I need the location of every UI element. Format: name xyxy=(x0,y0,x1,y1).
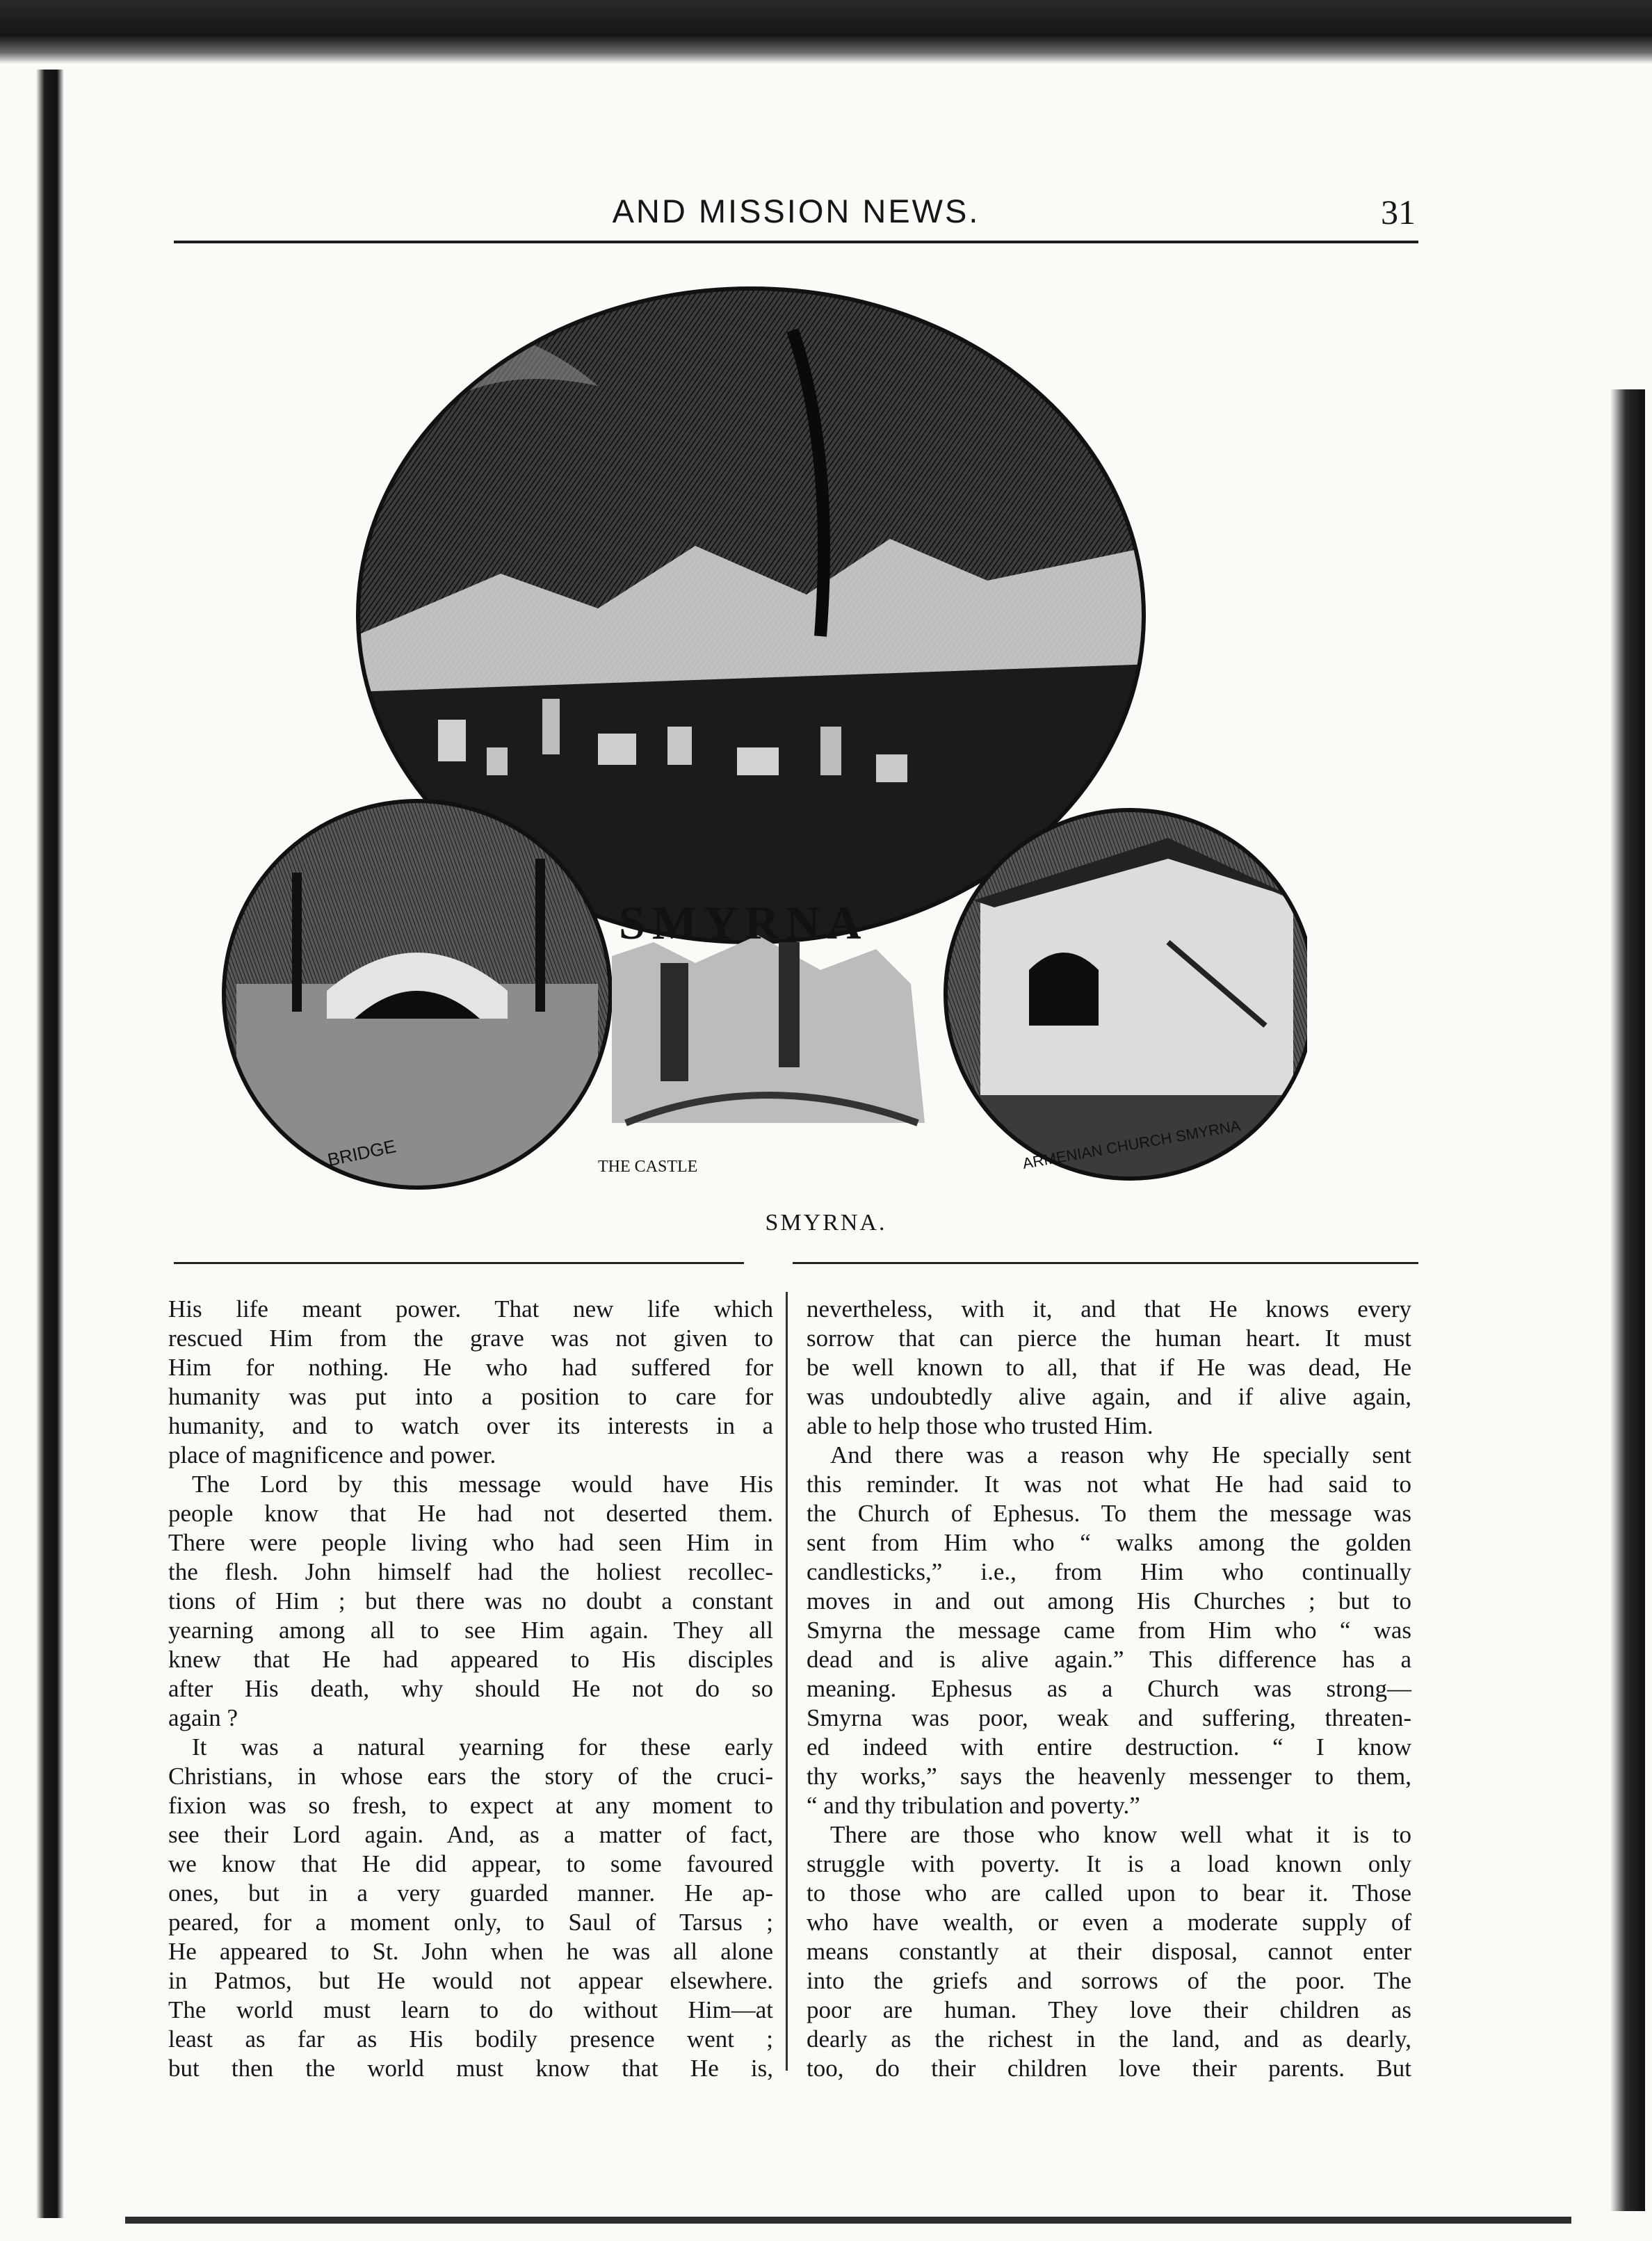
text-line: too, do their children love their parents. But xyxy=(807,2055,1411,2082)
text-line: we know that He did appear, to some favoured xyxy=(168,1850,773,1877)
text-line: least as far as His bodily presence went ; xyxy=(168,2025,773,2053)
running-head xyxy=(174,186,1418,235)
text-line: His life meant power. That new life which xyxy=(168,1295,773,1322)
text-line: nevertheless, with it, and that He knows every xyxy=(807,1295,1411,1322)
scan-bottom-edge xyxy=(125,2217,1571,2224)
text-line: humanity, and to watch over its interests in a xyxy=(168,1412,773,1439)
text-line: thy works,” says the heavenly messenger to them, xyxy=(807,1763,1411,1790)
text-line: It was a natural yearning for these early xyxy=(192,1733,773,1761)
text-line: but then the world must know that He is, xyxy=(168,2055,773,2082)
text-line: to those who are called upon to bear it. Those xyxy=(807,1879,1411,1907)
running-title: AND MISSION NEWS. xyxy=(612,193,980,229)
text-line: Him for nothing. He who had suffered for xyxy=(168,1354,773,1381)
figure-caption: SMYRNA. xyxy=(765,1210,887,1236)
text-line: There were people living who had seen Him in xyxy=(168,1529,773,1556)
text-line: who have wealth, or even a moderate supply of xyxy=(807,1909,1411,1936)
text-line: “ and thy tribulation and poverty.” xyxy=(807,1792,1140,1819)
left-vignette-bridge xyxy=(224,801,610,1192)
text-line: Smyrna the message came from Him who “ was xyxy=(807,1617,1411,1644)
page-number: 31 xyxy=(1381,193,1416,232)
right-vignette-church xyxy=(946,810,1307,1192)
text-line: dead and is alive again.” This difference has a xyxy=(807,1646,1411,1673)
text-line: peared, for a moment only, to Saul of Tarsus ; xyxy=(168,1909,773,1936)
castle-label: THE CASTLE xyxy=(598,1158,698,1176)
text-line: sorrow that can pierce the human heart. It must xyxy=(807,1325,1411,1352)
text-line: see their Lord again. And, as a matter of fact, xyxy=(168,1821,773,1848)
text-line: There are those who know well what it is to xyxy=(830,1821,1411,1848)
text-line: candlesticks,” i.e., from Him who continually xyxy=(807,1558,1411,1585)
text-line: ed indeed with entire destruction. “ I know xyxy=(807,1733,1411,1761)
text-column-right xyxy=(807,1295,1411,2083)
text-line: knew that He had appeared to His disciples xyxy=(168,1646,773,1673)
scan-top-border xyxy=(0,0,1652,64)
text-line: meaning. Ephesus as a Church was strong— xyxy=(807,1675,1411,1702)
text-line: And there was a reason why He specially sent xyxy=(830,1441,1411,1469)
text-line: struggle with poverty. It is a load known only xyxy=(807,1850,1411,1877)
caption-rule-right xyxy=(793,1262,1418,1264)
caption-rule-left xyxy=(174,1262,744,1264)
text-line: place of magnificence and power. xyxy=(168,1441,496,1469)
text-line: The Lord by this message would have His xyxy=(192,1471,773,1498)
center-vignette-castle xyxy=(598,935,925,1176)
text-line: the flesh. John himself had the holiest recollec- xyxy=(168,1558,773,1585)
text-line: sent from Him who “ walks among the golden xyxy=(807,1529,1411,1556)
text-line: be well known to all, that if He was dead, He xyxy=(807,1354,1411,1381)
text-column-left xyxy=(168,1295,773,2083)
text-line: the Church of Ephesus. To them the message was xyxy=(807,1500,1411,1527)
text-line: able to help those who trusted Him. xyxy=(807,1412,1153,1439)
smyrna-engraving xyxy=(209,247,1307,1203)
text-line: dearly as the richest in the land, and as dearly, xyxy=(807,2025,1411,2053)
smyrna-lettering: SMYRNA xyxy=(619,896,868,949)
text-line: Christians, in whose ears the story of the cruci- xyxy=(168,1763,773,1790)
header-rule xyxy=(174,241,1418,243)
text-line: after His death, why should He not do so xyxy=(168,1675,773,1702)
text-line: Smyrna was poor, weak and suffering, threaten- xyxy=(807,1704,1411,1731)
text-line: people know that He had not deserted them. xyxy=(168,1500,773,1527)
church-label: ARMENIAN CHURCH SMYRNA xyxy=(1021,1117,1242,1172)
text-line: poor are human. They love their children as xyxy=(807,1996,1411,2023)
text-line: The world must learn to do without Him—at xyxy=(168,1996,773,2023)
text-line: was undoubtedly alive again, and if alive again, xyxy=(807,1383,1411,1410)
text-line: rescued Him from the grave was not given to xyxy=(168,1325,773,1352)
text-line: means constantly at their disposal, cannot enter xyxy=(807,1938,1411,1965)
text-line: into the griefs and sorrows of the poor. The xyxy=(807,1967,1411,1994)
text-line: ones, but in a very guarded manner. He ap- xyxy=(168,1879,773,1907)
text-line: fixion was so fresh, to expect at any moment to xyxy=(168,1792,773,1819)
text-line: again ? xyxy=(168,1704,238,1731)
text-line: moves in and out among His Churches ; but to xyxy=(807,1587,1411,1615)
text-line: tions of Him ; but there was no doubt a constant xyxy=(168,1587,773,1615)
text-line: yearning among all to see Him again. They all xyxy=(168,1617,773,1644)
text-line: this reminder. It was not what He had said to xyxy=(807,1471,1411,1498)
text-line: humanity was put into a position to care for xyxy=(168,1383,773,1410)
text-line: in Patmos, but He would not appear elsewhere. xyxy=(168,1967,773,1994)
column-divider xyxy=(786,1292,788,2071)
text-line: He appeared to St. John when he was all alone xyxy=(168,1938,773,1965)
bridge-label: BRIDGE xyxy=(325,1135,398,1171)
scan-binding-edge xyxy=(36,70,64,2218)
scan-right-edge xyxy=(1610,389,1645,2211)
